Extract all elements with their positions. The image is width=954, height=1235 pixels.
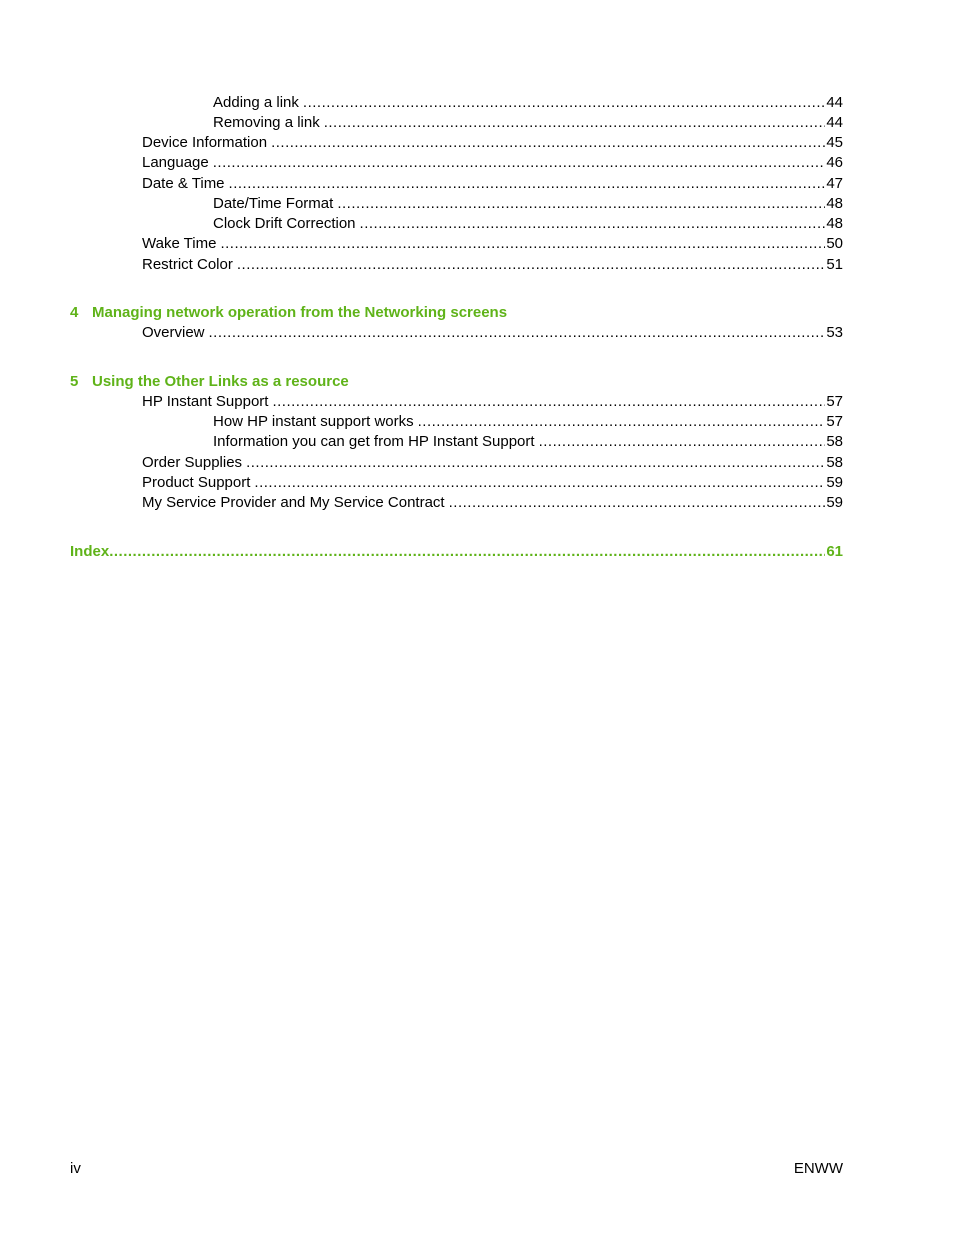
footer-doc-code: ENWW (793, 1160, 843, 1177)
dot-leader (360, 214, 826, 234)
dot-leader (271, 133, 825, 153)
chapter-title: Using the Other Links as a resource (92, 373, 349, 390)
toc-entry-page: 59 (826, 494, 843, 511)
toc-entry-title: Product Support (142, 474, 251, 491)
toc-entry-title: Clock Drift Correction (213, 215, 356, 232)
dot-leader (213, 153, 826, 173)
toc-entry-page: 44 (826, 94, 843, 111)
toc-entry-my-service-provider[interactable] (142, 493, 843, 513)
toc-entry-date-time[interactable] (142, 174, 843, 194)
toc-entry-title: Date/Time Format (213, 195, 334, 212)
toc-entry-wake-time[interactable] (142, 234, 843, 254)
toc-entry-how-hp-instant-support-works[interactable] (213, 412, 843, 432)
dot-leader (449, 493, 826, 513)
dot-leader (539, 432, 826, 452)
toc-entry-page: 45 (826, 134, 843, 151)
toc-entry-title: Wake Time (142, 235, 217, 252)
toc-entry-title: Restrict Color (142, 256, 233, 273)
toc-entry-language[interactable] (142, 153, 843, 173)
toc-entry-title: Adding a link (213, 94, 299, 111)
toc-entry-page: 57 (826, 393, 843, 410)
toc-entry-title: Order Supplies (142, 454, 243, 471)
dot-leader (254, 473, 825, 493)
chapter-title: Managing network operation from the Networking screens (92, 304, 508, 321)
toc-entry-removing-a-link[interactable] (213, 113, 843, 133)
toc-entry-page: 61 (826, 543, 843, 560)
toc-entry-title: Date & Time (142, 175, 225, 192)
toc-entry-title: Removing a link (213, 114, 320, 131)
toc-entry-page: 48 (826, 215, 843, 232)
dot-leader (418, 412, 826, 432)
toc-entry-date-time-format[interactable] (213, 194, 843, 214)
dot-leader (246, 453, 825, 473)
toc-entry-page: 47 (826, 175, 843, 192)
toc-entry-page: 57 (826, 413, 843, 430)
footer-page-number: iv (70, 1160, 81, 1177)
toc-entry-title: My Service Provider and My Service Contract (142, 494, 445, 511)
toc-entry-device-information[interactable] (142, 133, 843, 153)
dot-leader (324, 113, 826, 133)
dot-leader (209, 323, 826, 343)
dot-leader (229, 174, 826, 194)
toc-entry-overview[interactable] (142, 323, 843, 343)
dot-leader (220, 234, 825, 254)
toc-entry-page: 46 (826, 154, 843, 171)
dot-leader (272, 392, 825, 412)
toc-entry-page: 53 (826, 324, 843, 341)
toc-entry-page: 48 (826, 195, 843, 212)
dot-leader (337, 194, 825, 214)
toc-entry-clock-drift-correction[interactable] (213, 214, 843, 234)
toc-entry-hp-instant-support[interactable] (142, 392, 843, 412)
toc-entry-page: 44 (826, 114, 843, 131)
toc-entry-title: HP Instant Support (142, 393, 269, 410)
toc-entry-page: 58 (826, 454, 843, 471)
toc-entry-title: How HP instant support works (213, 413, 414, 430)
chapter-number: 5 (70, 373, 79, 390)
toc-entry-restrict-color[interactable] (142, 255, 843, 275)
toc-entry-page: 51 (826, 256, 843, 273)
toc-entry-title: Overview (142, 324, 205, 341)
chapter-number: 4 (70, 304, 79, 321)
toc-entry-index[interactable] (70, 542, 843, 562)
dot-leader (109, 542, 825, 562)
toc-entry-product-support[interactable] (142, 473, 843, 493)
toc-entry-title: Index (70, 543, 110, 560)
toc-entry-title: Information you can get from HP Instant Support (213, 433, 535, 450)
chapter-heading-5[interactable] (70, 372, 349, 392)
dot-leader (303, 93, 825, 113)
toc-entry-title: Language (142, 154, 209, 171)
toc-entry-order-supplies[interactable] (142, 453, 843, 473)
toc-entry-information-from-hp-instant-support[interactable] (213, 432, 843, 452)
toc-entry-title: Device Information (142, 134, 268, 151)
toc-entry-page: 50 (826, 235, 843, 252)
toc-entry-page: 58 (826, 433, 843, 450)
chapter-heading-4[interactable] (70, 303, 507, 323)
toc-entry-adding-a-link[interactable] (213, 93, 843, 113)
dot-leader (237, 255, 825, 275)
toc-entry-page: 59 (826, 474, 843, 491)
